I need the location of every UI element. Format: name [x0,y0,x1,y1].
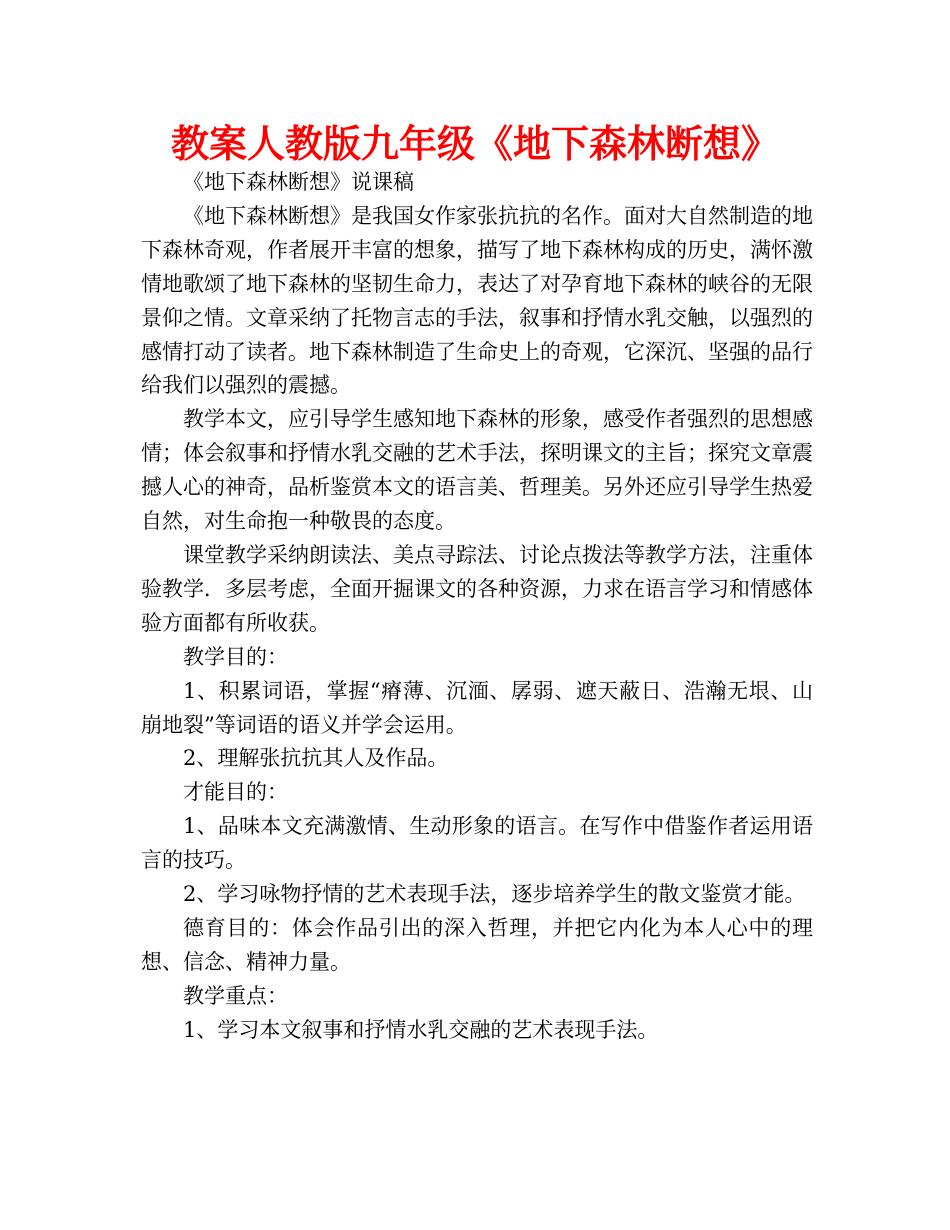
list-item-key-point-1: 1、学习本文叙事和抒情水乳交融的艺术表现手法。 [183,1017,659,1042]
list-item-ability-2: 2、学习咏物抒情的艺术表现手法，逐步培养学生的散文鉴赏才能。 [183,882,806,907]
document-body [141,166,813,1048]
paragraph-subtitle: 《地下森林断想》说课稿 [183,170,414,194]
document-title: 教案人教版九年级《地下森林断想》 [170,122,779,166]
list-item-goal-1: 1、积累词语，掌握“瘠薄、沉湎、孱弱、遮天蔽日、浩瀚无垠、山崩地裂”等词语的语义并学会运用。 [141,678,813,737]
heading-teaching-goals: 教学目的： [183,644,288,669]
paragraph-moral-goals: 德育目的：体会作品引出的深入哲理，并把它内化为本人心中的理想、信念、精神力量。 [141,915,813,974]
heading-ability-goals: 才能目的： [183,780,288,805]
paragraph-teaching: 教学本文，应引导学生感知地下森林的形象，感受作者强烈的思想感情；体会叙事和抒情水乳交融的艺术手法，探明课文的主旨；探究文章震撼人心的神奇，品析鉴赏本文的语言美、哲理美。另外还应引导学生热爱自然，对生命抱一种敬畏的态度。 [141,407,813,534]
list-item-ability-1: 1、品味本文充满激情、生动形象的语言。在写作中借鉴作者运用语言的技巧。 [141,814,813,873]
list-item-goal-2: 2、理解张抗抗其人及作品。 [183,746,449,771]
paragraph-intro: 《地下森林断想》是我国女作家张抗抗的名作。面对大自然制造的地下森林奇观，作者展开丰富的想象，描写了地下森林构成的历史，满怀激情地歌颂了地下森林的坚韧生命力，表达了对孕育地下森林的峡谷的无限景仰之情。文章采纳了托物言志的手法，叙事和抒情水乳交触，以强烈的感情打动了读者。地下森林制造了生命史上的奇观，它深沉、坚强的品行给我们以强烈的震撼。 [141,203,813,398]
paragraph-methods: 课堂教学采纳朗读法、美点寻踪法、讨论点拨法等教学方法，注重体验教学．多层考虑，全面开掘课文的各种资源，力求在语言学习和情感体验方面都有所收获。 [141,542,813,635]
heading-key-points: 教学重点： [183,983,288,1008]
